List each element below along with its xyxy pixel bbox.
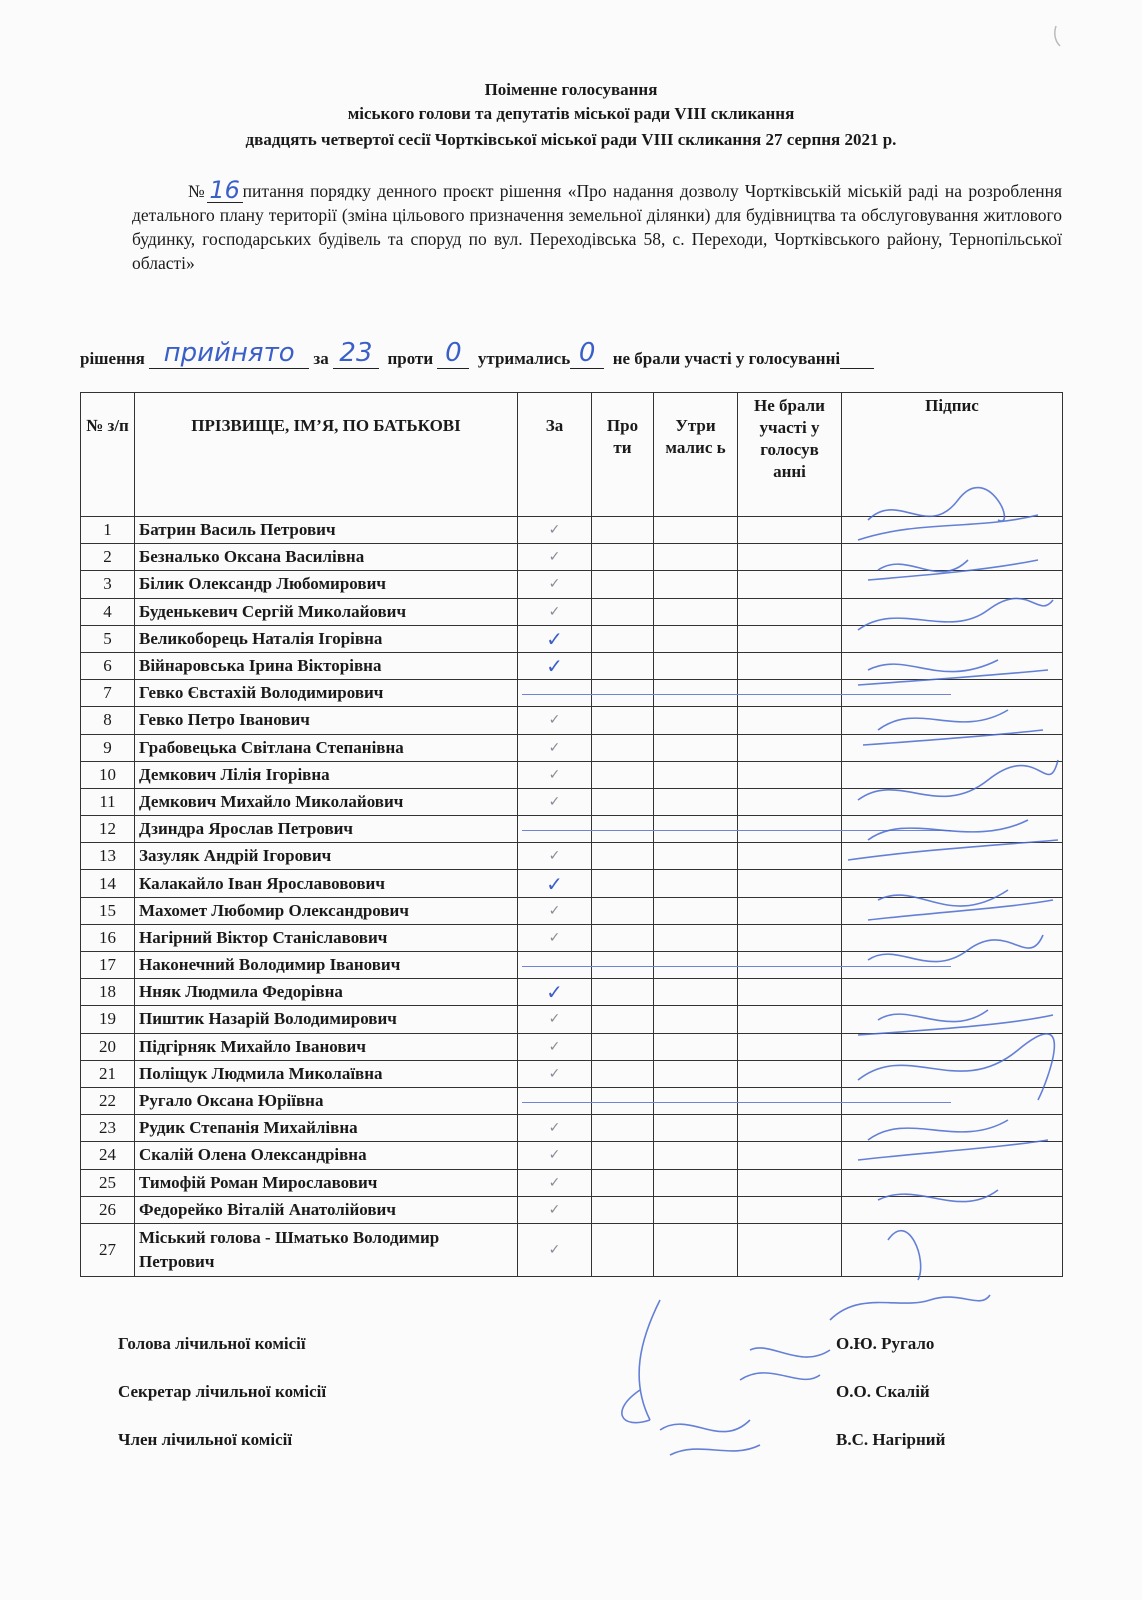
row-vote-not-voted: [738, 571, 842, 598]
table-row: [81, 1115, 1063, 1142]
row-vote-not-voted: [738, 707, 842, 734]
row-vote-against: [592, 1196, 654, 1223]
decision-result: прийнято: [149, 338, 309, 369]
not-voted-label: не брали участі у голосуванні: [612, 349, 841, 368]
secretary-name: О.О. Скалій: [836, 1382, 930, 1401]
table-row: [81, 952, 1063, 979]
row-vote-for: ✓: [518, 843, 592, 870]
row-number: 15: [81, 897, 135, 924]
row-vote-not-voted: [738, 1142, 842, 1169]
row-vote-not-voted: [738, 1006, 842, 1033]
table-row: [81, 598, 1063, 625]
row-signature: [842, 544, 1063, 571]
table-row: [81, 897, 1063, 924]
table-row: [81, 734, 1063, 761]
against-label: проти: [387, 349, 434, 368]
col-header-signature: Підпис: [842, 393, 1063, 517]
secretary-label: Секретар лічильної комісії: [118, 1382, 327, 1401]
row-vote-against: [592, 625, 654, 652]
row-vote-abstained: [654, 517, 738, 544]
row-vote-for: ✓: [518, 1223, 592, 1276]
row-signature: [842, 1169, 1063, 1196]
row-vote-abstained: [654, 734, 738, 761]
table-row: [81, 1196, 1063, 1223]
not-voted-value: [840, 368, 874, 369]
row-vote-for: ✓: [518, 1142, 592, 1169]
row-vote-abstained: [654, 761, 738, 788]
row-vote-not-voted: [738, 870, 842, 897]
row-number: 24: [81, 1142, 135, 1169]
table-row: [81, 625, 1063, 652]
table-row: [81, 1142, 1063, 1169]
row-vote-abstained: [654, 1115, 738, 1142]
row-vote-against: [592, 1142, 654, 1169]
table-row: [81, 571, 1063, 598]
table-row: [81, 1060, 1063, 1087]
row-number: 16: [81, 924, 135, 951]
doc-title-line2: міського голови та депутатів міської ради VIII скликання: [347, 104, 795, 123]
row-signature: [842, 598, 1063, 625]
row-vote-for: ✓: [518, 788, 592, 815]
table-row: [81, 761, 1063, 788]
row-vote-for: ✓: [518, 897, 592, 924]
table-row: [81, 1033, 1063, 1060]
col-header-against: Про ти: [592, 393, 654, 517]
for-label: за: [313, 349, 329, 368]
row-number: 3: [81, 571, 135, 598]
vote-table: [80, 392, 1063, 1277]
row-vote-against: [592, 1033, 654, 1060]
row-name: Тимофій Роман Мирославович: [135, 1169, 518, 1196]
row-vote-abstained: [654, 1196, 738, 1223]
row-name: Нагірний Віктор Станіславович: [135, 924, 518, 951]
row-signature: [842, 1196, 1063, 1223]
row-name: Поліщук Людмила Миколаївна: [135, 1060, 518, 1087]
row-vote-abstained: [654, 843, 738, 870]
chair-name: О.Ю. Ругало: [836, 1334, 935, 1353]
row-name: Війнаровська Ірина Вікторівна: [135, 652, 518, 679]
row-vote-against: [592, 1223, 654, 1276]
row-vote-against: [592, 707, 654, 734]
table-header-row: [81, 393, 1063, 517]
row-number: 5: [81, 625, 135, 652]
member-name: В.С. Нагірний: [836, 1430, 946, 1449]
doc-title-line3: двадцять четвертої сесії Чортківської міської ради VIII скликання 27 серпня 2021 р.: [245, 130, 897, 149]
row-number: 20: [81, 1033, 135, 1060]
row-vote-not-voted: [738, 979, 842, 1006]
row-vote-abstained: [654, 598, 738, 625]
row-vote-abstained: [654, 1033, 738, 1060]
row-name: Гевко Євстахій Володимирович: [135, 680, 518, 707]
row-vote-for: ✓: [518, 1060, 592, 1087]
row-vote-abstained: [654, 924, 738, 951]
row-number: 17: [81, 952, 135, 979]
row-name: Калакайло Іван Ярославовович: [135, 870, 518, 897]
row-vote-against: [592, 843, 654, 870]
row-vote-for: ✓: [518, 734, 592, 761]
row-vote-against: [592, 544, 654, 571]
row-vote-against: [592, 1169, 654, 1196]
abstained-label: утримались: [477, 349, 571, 368]
table-row: [81, 652, 1063, 679]
table-row: [81, 544, 1063, 571]
row-vote-for: ✓: [518, 598, 592, 625]
row-vote-against: [592, 598, 654, 625]
row-signature: [842, 979, 1063, 1006]
row-name: Ругало Оксана Юріївна: [135, 1087, 518, 1114]
row-vote-not-voted: [738, 1223, 842, 1276]
row-vote-not-voted: [738, 598, 842, 625]
row-name: Наконечний Володимир Іванович: [135, 952, 518, 979]
doc-title-line1: Поіменне голосування: [484, 80, 658, 99]
row-name: Міський голова - Шматько Володимир Петрович: [135, 1223, 518, 1276]
row-number: 1: [81, 517, 135, 544]
row-vote-against: [592, 761, 654, 788]
col-header-not-voted: Не брали участі у голосув анні: [738, 393, 842, 517]
row-vote-not-voted: [738, 517, 842, 544]
row-signature: [842, 517, 1063, 544]
row-number: 2: [81, 544, 135, 571]
row-name: Безналько Оксана Василівна: [135, 544, 518, 571]
row-name: Грабовецька Світлана Степанівна: [135, 734, 518, 761]
row-vote-for: ✓: [518, 1006, 592, 1033]
col-header-num: № з/п: [81, 393, 135, 517]
col-header-name: ПРІЗВИЩЕ, ІМ’Я, ПО БАТЬКОВІ: [135, 393, 518, 517]
agenda-prefix: №: [186, 181, 207, 201]
row-vote-abstained: [654, 1142, 738, 1169]
row-signature: [842, 1142, 1063, 1169]
row-signature: [842, 1060, 1063, 1087]
row-name: Гевко Петро Іванович: [135, 707, 518, 734]
row-signature: [842, 1006, 1063, 1033]
row-signature: [842, 843, 1063, 870]
row-number: 6: [81, 652, 135, 679]
row-number: 7: [81, 680, 135, 707]
corner-pen-mark: [1050, 22, 1078, 50]
row-vote-against: [592, 571, 654, 598]
against-value: 0: [437, 338, 469, 369]
row-vote-for: ✓: [518, 571, 592, 598]
row-name: Нняк Людмила Федорівна: [135, 979, 518, 1006]
row-vote-for: ✓: [518, 1033, 592, 1060]
row-signature: [842, 707, 1063, 734]
row-number: 25: [81, 1169, 135, 1196]
row-vote-not-voted: [738, 1196, 842, 1223]
row-number: 14: [81, 870, 135, 897]
table-row: [81, 924, 1063, 951]
row-number: 19: [81, 1006, 135, 1033]
row-vote-abstained: [654, 544, 738, 571]
for-value: 23: [333, 338, 379, 369]
row-name: Демкович Лілія Ігорівна: [135, 761, 518, 788]
row-vote-abstained: [654, 979, 738, 1006]
row-name: Зазуляк Андрій Ігорович: [135, 843, 518, 870]
row-vote-for: ✓: [518, 707, 592, 734]
abstained-value: 0: [570, 338, 604, 369]
row-number: 9: [81, 734, 135, 761]
row-signature: [842, 1033, 1063, 1060]
decision-line: [80, 338, 874, 369]
row-signature: [842, 897, 1063, 924]
row-number: 13: [81, 843, 135, 870]
row-vote-for: [518, 952, 592, 979]
agenda-text: питання порядку денного проєкт рішення «Про надання дозволу Чортківській міській раді на розроблення детального плану території (зміна цільового призначення земельної ділянки) для будівництва та обслуговування житлового будинку, господарських будівель та споруд по вул. Переходівська 58, с. Переходи, Чортківського району, Тернопільської області»: [132, 181, 1062, 273]
row-number: 11: [81, 788, 135, 815]
row-vote-for: [518, 816, 592, 843]
row-signature: [842, 571, 1063, 598]
row-vote-not-voted: [738, 625, 842, 652]
row-vote-against: [592, 870, 654, 897]
row-vote-for: ✓: [518, 924, 592, 951]
row-signature: [842, 625, 1063, 652]
row-number: 27: [81, 1223, 135, 1276]
row-vote-abstained: [654, 1223, 738, 1276]
row-number: 12: [81, 816, 135, 843]
row-vote-not-voted: [738, 843, 842, 870]
chair-label: Голова лічильної комісії: [118, 1334, 306, 1353]
row-vote-abstained: [654, 788, 738, 815]
row-number: 23: [81, 1115, 135, 1142]
row-number: 22: [81, 1087, 135, 1114]
row-vote-for: ✓: [518, 1115, 592, 1142]
row-signature: [842, 1223, 1063, 1276]
row-signature: [842, 761, 1063, 788]
row-vote-not-voted: [738, 1033, 842, 1060]
row-vote-not-voted: [738, 924, 842, 951]
table-row: [81, 1006, 1063, 1033]
table-row: [81, 1087, 1063, 1114]
row-vote-against: [592, 1115, 654, 1142]
row-number: 10: [81, 761, 135, 788]
row-signature: [842, 734, 1063, 761]
row-vote-for: ✓: [518, 625, 592, 652]
row-name: Білик Олександр Любомирович: [135, 571, 518, 598]
row-vote-against: [592, 788, 654, 815]
row-vote-abstained: [654, 571, 738, 598]
table-row: [81, 843, 1063, 870]
row-vote-against: [592, 1060, 654, 1087]
row-vote-abstained: [654, 870, 738, 897]
table-row: [81, 1223, 1063, 1276]
row-name: Пиштик Назарій Володимирович: [135, 1006, 518, 1033]
row-vote-not-voted: [738, 761, 842, 788]
row-vote-for: ✓: [518, 761, 592, 788]
row-name: Великоборець Наталія Ігорівна: [135, 625, 518, 652]
row-vote-abstained: [654, 1169, 738, 1196]
table-row: [81, 517, 1063, 544]
row-vote-against: [592, 652, 654, 679]
row-vote-against: [592, 734, 654, 761]
row-vote-abstained: [654, 625, 738, 652]
member-label: Член лічильної комісії: [118, 1430, 293, 1449]
row-name: Батрин Василь Петрович: [135, 517, 518, 544]
row-name: Підгірняк Михайло Іванович: [135, 1033, 518, 1060]
row-name: Дзиндра Ярослав Петрович: [135, 816, 518, 843]
row-vote-abstained: [654, 652, 738, 679]
row-vote-against: [592, 979, 654, 1006]
row-vote-for: ✓: [518, 1196, 592, 1223]
row-vote-abstained: [654, 1060, 738, 1087]
row-vote-for: ✓: [518, 979, 592, 1006]
row-vote-for: [518, 680, 592, 707]
row-name: Рудик Степанія Михайлівна: [135, 1115, 518, 1142]
commission-signatures: [600, 1280, 1000, 1480]
row-signature: [842, 924, 1063, 951]
row-vote-not-voted: [738, 1060, 842, 1087]
row-number: 4: [81, 598, 135, 625]
row-signature: [842, 870, 1063, 897]
row-name: Скалій Олена Олександрівна: [135, 1142, 518, 1169]
row-number: 8: [81, 707, 135, 734]
row-vote-for: ✓: [518, 870, 592, 897]
row-signature: [842, 1115, 1063, 1142]
row-vote-against: [592, 897, 654, 924]
row-name: Федорейко Віталій Анатолійович: [135, 1196, 518, 1223]
row-number: 18: [81, 979, 135, 1006]
row-vote-against: [592, 1006, 654, 1033]
table-row: [81, 707, 1063, 734]
row-vote-for: ✓: [518, 1169, 592, 1196]
row-vote-not-voted: [738, 652, 842, 679]
row-vote-not-voted: [738, 1169, 842, 1196]
decision-label: рішення: [80, 349, 145, 368]
row-number: 21: [81, 1060, 135, 1087]
agenda-number: 16: [207, 178, 243, 203]
row-name: Махомет Любомир Олександрович: [135, 897, 518, 924]
row-signature: [842, 788, 1063, 815]
table-row: [81, 870, 1063, 897]
table-row: [81, 788, 1063, 815]
table-row: [81, 816, 1063, 843]
col-header-for: За: [518, 393, 592, 517]
row-vote-for: [518, 1087, 592, 1114]
row-vote-not-voted: [738, 897, 842, 924]
col-header-abstained: Утри малис ь: [654, 393, 738, 517]
row-vote-abstained: [654, 1006, 738, 1033]
row-vote-against: [592, 924, 654, 951]
row-vote-not-voted: [738, 544, 842, 571]
agenda-paragraph: [132, 178, 1062, 275]
row-vote-abstained: [654, 707, 738, 734]
row-vote-against: [592, 517, 654, 544]
row-vote-not-voted: [738, 734, 842, 761]
row-vote-for: ✓: [518, 517, 592, 544]
row-vote-for: ✓: [518, 544, 592, 571]
row-vote-abstained: [654, 897, 738, 924]
table-row: [81, 680, 1063, 707]
row-signature: [842, 652, 1063, 679]
table-row: [81, 979, 1063, 1006]
row-vote-not-voted: [738, 788, 842, 815]
row-vote-not-voted: [738, 1115, 842, 1142]
table-row: [81, 1169, 1063, 1196]
row-name: Демкович Михайло Миколайович: [135, 788, 518, 815]
row-name: Буденькевич Сергій Миколайович: [135, 598, 518, 625]
row-number: 26: [81, 1196, 135, 1223]
row-vote-for: ✓: [518, 652, 592, 679]
